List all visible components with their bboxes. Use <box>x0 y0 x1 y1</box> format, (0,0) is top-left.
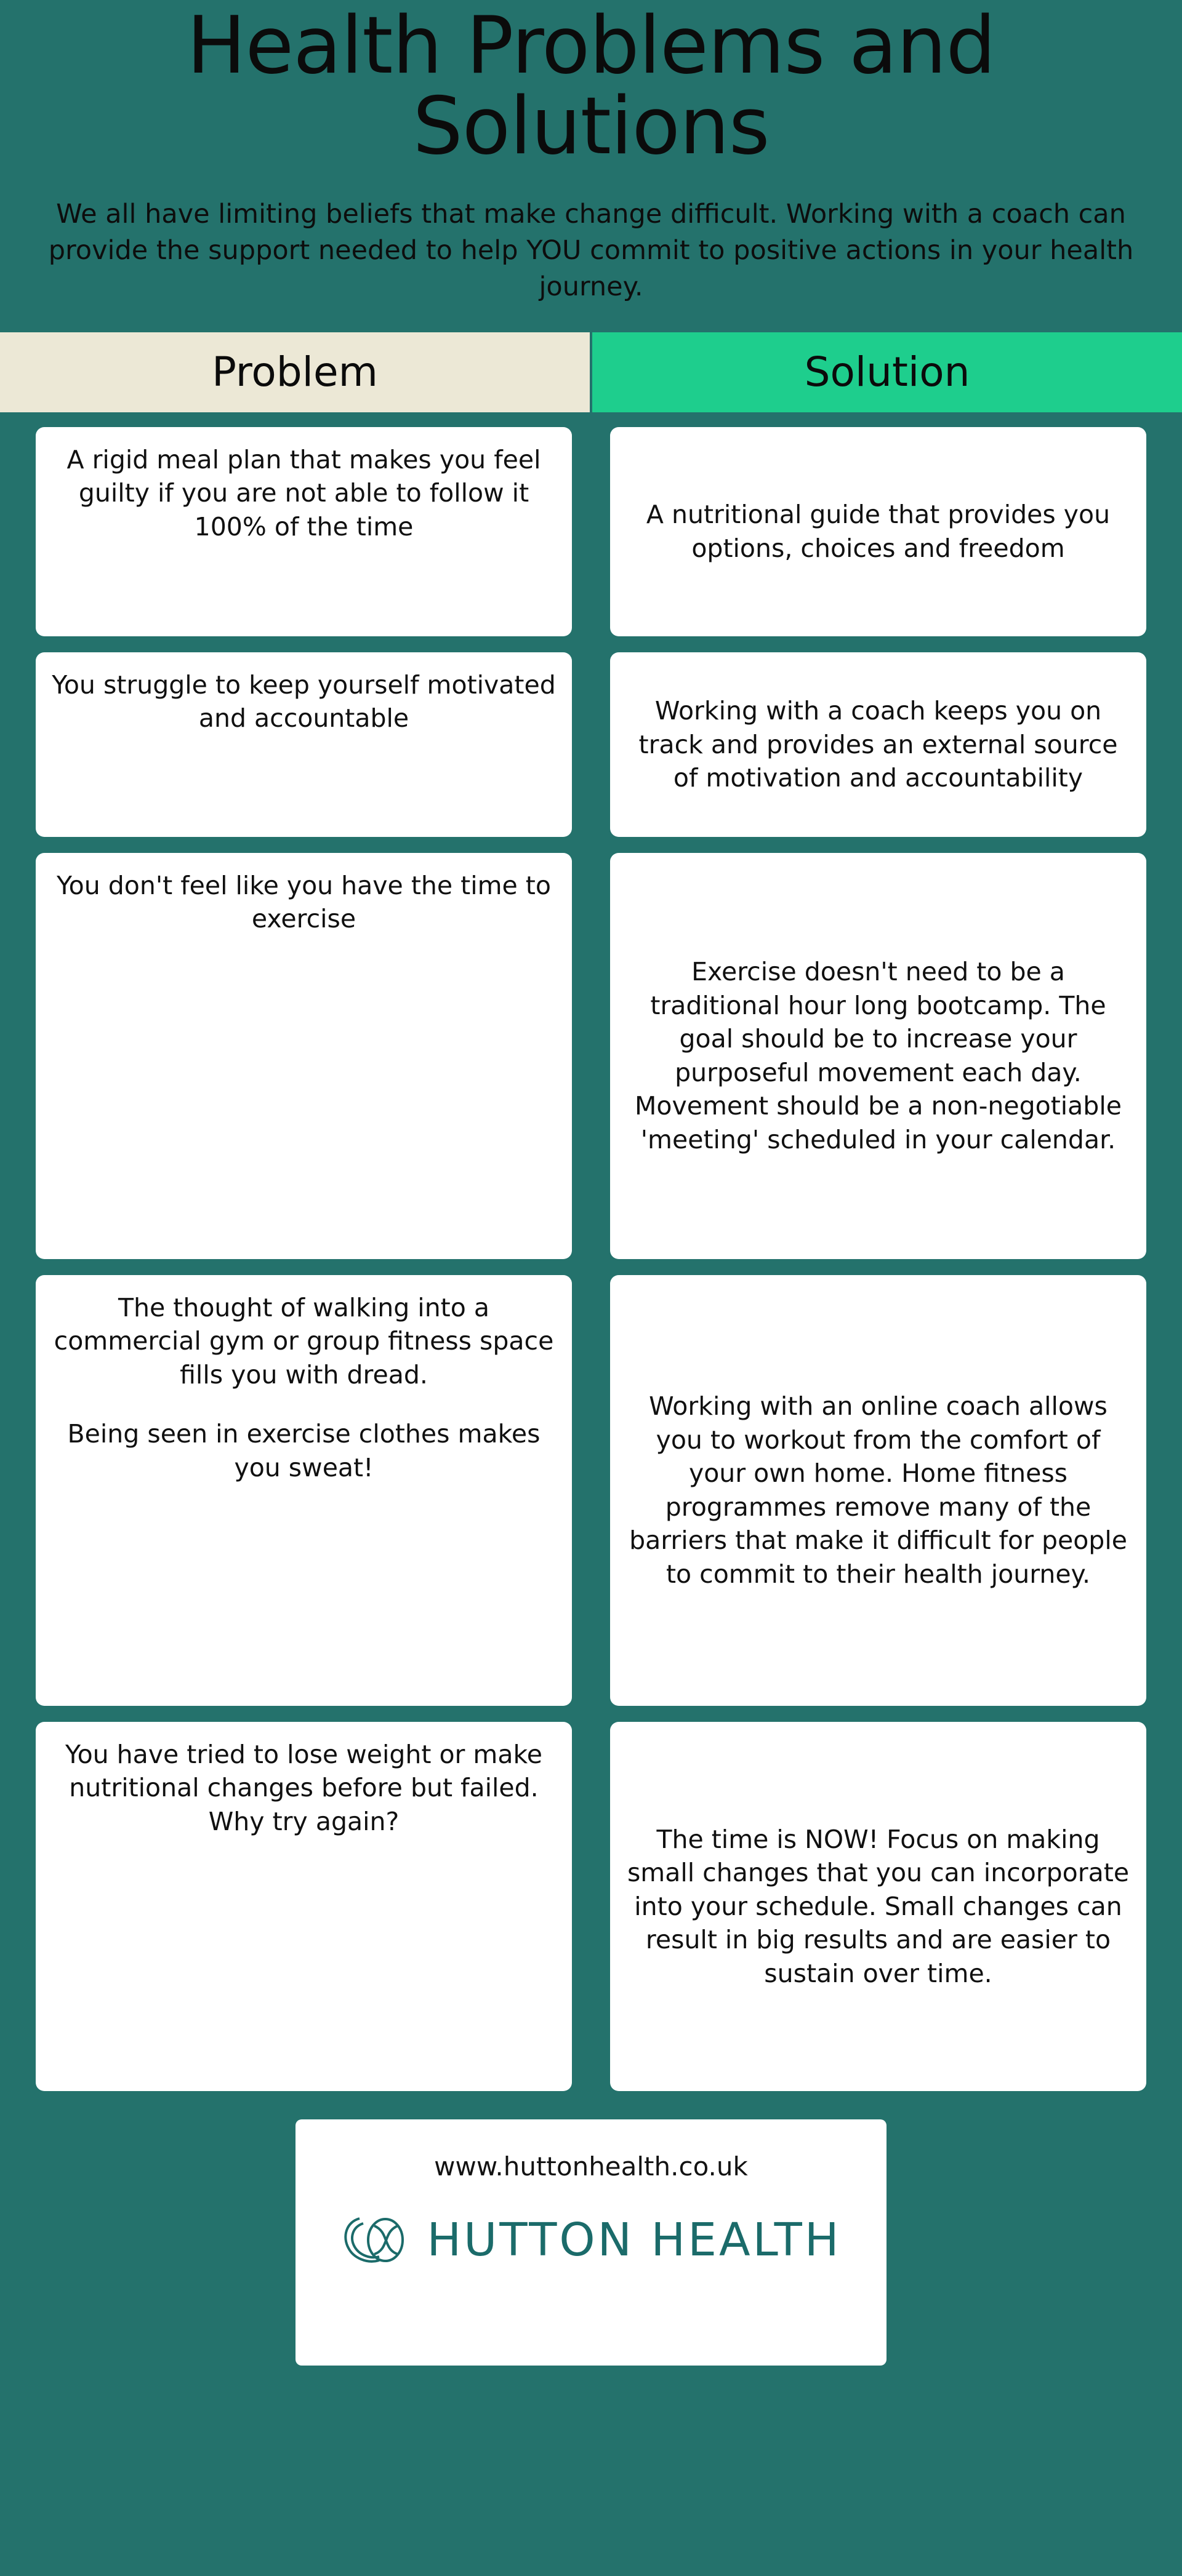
problem-card <box>36 652 572 837</box>
solution-card <box>610 853 1146 1259</box>
solution-column <box>610 427 1146 2091</box>
page-subtitle: We all have limiting beliefs that make change difficult. Working with a coach can provide the support needed to help YOU commit to positive actions in your health journey. <box>48 199 1134 302</box>
problem-column <box>36 427 572 2091</box>
problem-card <box>36 1275 572 1706</box>
problem-card-text: You have tried to lose weight or make nutritional changes before but failed. Why try again? <box>65 1739 543 1836</box>
solution-card-text: Working with a coach keeps you on track and provides an external source of motivation and accountability <box>638 696 1118 793</box>
solution-card-text: The time is NOW! Focus on making small changes that you can incorporate into your schedule. Small changes can result in big results and are easier to sustain over time. <box>627 1824 1130 1988</box>
column-header-problem: Problem <box>0 332 590 412</box>
problem-card <box>36 1722 572 2091</box>
problem-card-text: You struggle to keep yourself motivated and accountable <box>52 670 556 734</box>
brand-logo <box>341 2214 842 2266</box>
solution-card-text: Working with an online coach allows you to workout from the comfort of your own home. Home fitness programmes remove many of the barriers that make it difficult for people to commit to their health journey. <box>629 1391 1127 1589</box>
footer <box>0 2119 1182 2402</box>
footer-card <box>296 2119 886 2366</box>
table-header-row <box>0 332 1182 412</box>
brand-name: HUTTON HEALTH <box>427 2213 842 2266</box>
website-url[interactable]: www.huttonhealth.co.uk <box>434 2151 748 2182</box>
problem-card <box>36 853 572 1259</box>
problem-card <box>36 427 572 636</box>
page-title: Health Problems and Solutions <box>187 0 995 172</box>
problem-card-text: A rigid meal plan that makes you feel guilty if you are not able to follow it 100% of the time <box>66 444 541 542</box>
hutton-health-swirl-icon <box>341 2214 414 2266</box>
solution-card <box>610 427 1146 636</box>
problem-card-text-part2: Being seen in exercise clothes makes you sweat! <box>67 1419 541 1482</box>
content-columns <box>0 412 1182 2091</box>
solution-card <box>610 1275 1146 1706</box>
problem-card-text-part1: The thought of walking into a commercial gym or group fitness space fills you with dread. <box>54 1292 554 1390</box>
column-header-solution: Solution <box>592 332 1182 412</box>
solution-card <box>610 1722 1146 2091</box>
solution-card <box>610 652 1146 837</box>
solution-card-text: A nutritional guide that provides you options, choices and freedom <box>646 500 1111 563</box>
problem-card-text: You don't feel like you have the time to exercise <box>57 870 551 934</box>
solution-card-text: Exercise doesn't need to be a traditional hour long bootcamp. The goal should be to increase your purposeful movement each day. Movement should be a non-negotiable 'meeting' scheduled in your calendar. <box>635 957 1122 1154</box>
